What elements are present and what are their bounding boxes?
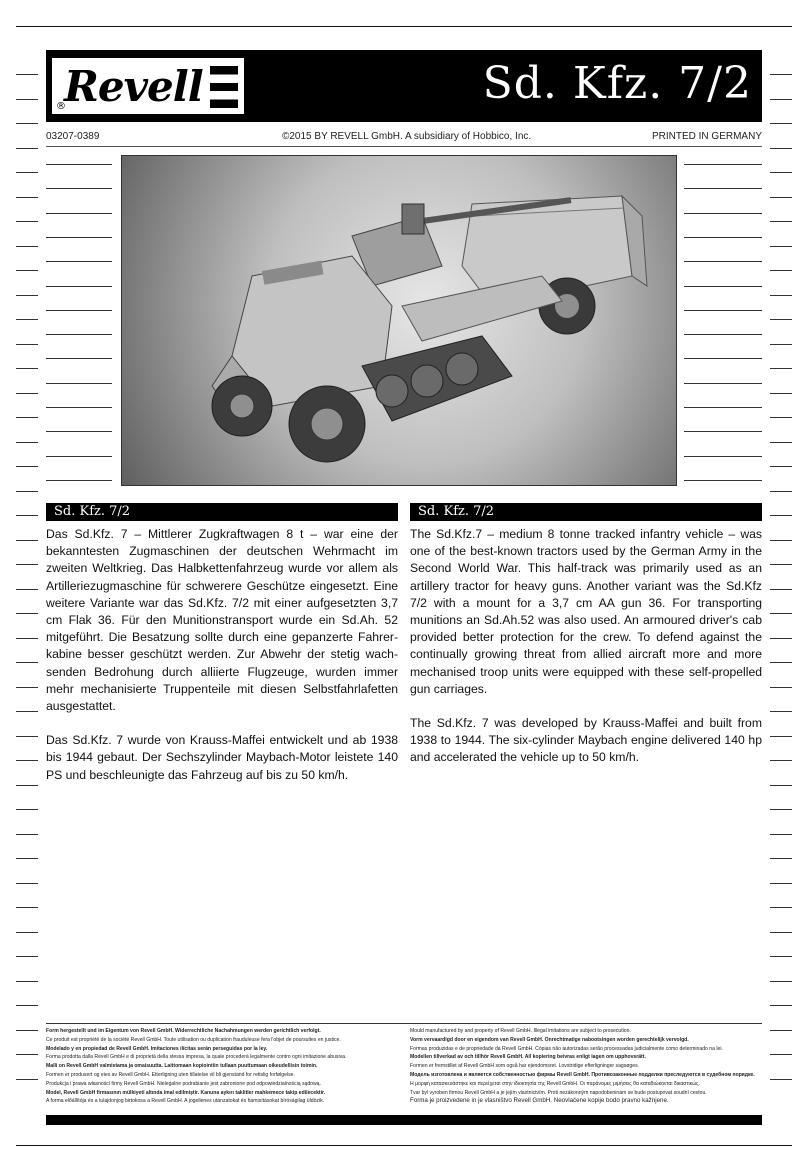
writing-line bbox=[16, 491, 38, 492]
writing-line bbox=[16, 344, 38, 345]
writing-line bbox=[46, 358, 112, 359]
writing-line bbox=[16, 319, 38, 320]
writing-line bbox=[16, 736, 38, 737]
english-paragraph-2: The Sd.Kfz. 7 was developed by Krauss-Maffei and built from 1938 to 1944. The six-cylinder Maybach engine delivered 140 hp and accelerated the vehicle up to 50 km/h. bbox=[410, 716, 762, 765]
legal-line: Produkcja i prawa własności firmy Revell GmbH. Nielegalne podrabianie jest zabronione pod odpowiedzialnością sądową. bbox=[46, 1080, 321, 1087]
writing-line bbox=[16, 515, 38, 516]
writing-line bbox=[46, 456, 112, 457]
legal-line: Form hergestellt und im Eigentum von Revell GmbH. Widerrechtliche Nachahmungen werden gerichtlich verfolgt. bbox=[46, 1028, 321, 1034]
writing-line bbox=[770, 99, 792, 100]
writing-line bbox=[16, 123, 38, 124]
writing-line bbox=[770, 981, 792, 982]
writing-line bbox=[16, 711, 38, 712]
writing-line bbox=[16, 809, 38, 810]
legal-line: A forma előállítója és a tulajdonjog birtokosa a Revell GmbH. A jogellenes utánzatokat és hamisításokat bíróságilag üldözik. bbox=[46, 1098, 325, 1105]
writing-line bbox=[770, 834, 792, 835]
writing-line bbox=[46, 334, 112, 335]
writing-line bbox=[16, 540, 38, 541]
writing-line bbox=[16, 638, 38, 639]
left-writing-lines bbox=[16, 0, 38, 1173]
writing-line bbox=[16, 662, 38, 663]
writing-line bbox=[770, 785, 792, 786]
writing-line bbox=[16, 99, 38, 100]
legal-line: Ce produit est propriété de la société Revell GmbH. Toute utilisation ou duplication frauduleuse fera l'objet de poursuites en justice. bbox=[46, 1036, 341, 1043]
writing-line bbox=[16, 564, 38, 565]
writing-line bbox=[16, 368, 38, 369]
writing-line bbox=[16, 1005, 38, 1006]
writing-line bbox=[46, 261, 112, 262]
writing-line bbox=[16, 760, 38, 761]
writing-line bbox=[46, 286, 112, 287]
writing-line bbox=[770, 858, 792, 859]
writing-line bbox=[16, 883, 38, 884]
writing-line bbox=[684, 431, 762, 432]
writing-line bbox=[770, 123, 792, 124]
writing-line bbox=[770, 1079, 792, 1080]
german-paragraph-2: Das Sd.Kfz. 7 wurde von Krauss-Maffei entwickelt und ab 1938 bis 1944 gebaut. Der Sechszylinder Maybach-Motor leistete 140 PS und beschleunigte das Fahrzeug auf bis zu 50 km/h. bbox=[46, 733, 398, 782]
writing-line bbox=[16, 1030, 38, 1031]
german-text bbox=[46, 526, 398, 801]
writing-line bbox=[684, 188, 762, 189]
writing-line bbox=[46, 431, 112, 432]
english-paragraph-1: The Sd.Kfz.7 – medium 8 tonne tracked infantry vehicle – was one of the best-known tractors used by the German Army in the Second World War. This half-track was primarily used as an artillery tractor for heavy guns. Another variant was the Sd.Kfz 7/2 with a mount for a 3,7 cm AA gun 36. For transporting munitions an Sd.Ah.52 was also used. An armoured driver's cab provided better protection for the crew. To defend against the continually growing threat from allied aircraft more and more mechanised troop units were equipped with these self-propelled gun carriages. bbox=[410, 527, 762, 696]
writing-line bbox=[770, 613, 792, 614]
writing-line bbox=[16, 172, 38, 173]
writing-line bbox=[16, 834, 38, 835]
writing-line bbox=[16, 687, 38, 688]
writing-line bbox=[770, 687, 792, 688]
writing-line bbox=[46, 188, 112, 189]
model-title: Sd. Kfz. 7/2 bbox=[482, 58, 752, 109]
writing-line bbox=[16, 589, 38, 590]
legal-line: Malli on Revell GmbH valmistama ja omaisuutta. Laittomaan kopiointiin tullaan puuttumaan oikeudellisin toimin. bbox=[46, 1063, 318, 1070]
writing-line bbox=[16, 785, 38, 786]
writing-line bbox=[684, 358, 762, 359]
writing-line bbox=[770, 736, 792, 737]
writing-line bbox=[46, 383, 112, 384]
writing-line bbox=[770, 295, 792, 296]
german-paragraph-1: Das Sd.Kfz. 7 – Mittlerer Zugkraftwagen 8 t – war eine der bekanntesten Zugmaschinen der deutschen Wehrmacht im zweiten Weltkrieg. Das Halbkettenfahrzeug wurde vor allem als Artilleriezugmaschine für schwerere Geschütze eingesetzt. Eine weitere Variante war das Sd.Kfz. 7/2 mit einer aufgesetzten 3,7 cm Flak 36. Für den Munitionstransport wurde ein Sd.Ah. 52 mitgeführt. Die Besatzung sollte durch eine gepanzerte Fahrer-kabine besser geschützt werden. Zur Abwehr der stetig wach-senden Bedrohung durch alliierte Flugzeuge, wurden immer mehr mechanisierte Truppenteile mit diesen Selbstfahrlafetten ausgestattet. bbox=[46, 527, 398, 714]
english-section-header bbox=[410, 503, 762, 521]
writing-line bbox=[770, 393, 792, 394]
logo-flag-icon bbox=[210, 66, 238, 108]
writing-line bbox=[770, 1005, 792, 1006]
english-heading: Sd. Kfz. 7/2 bbox=[418, 504, 495, 519]
writing-line bbox=[16, 221, 38, 222]
legal-line: Forma prodotta dalla Revell GmbH e di proprietà della stessa impresa, la quale procederà legalmente contro ogni imitazione abusiva. bbox=[46, 1054, 347, 1061]
legal-line: Modelado y en propiedad de Revell GmbH. Imitaciones ilícitas serán perseguidas por la ley. bbox=[46, 1045, 268, 1052]
product-code: 03207-0389 bbox=[46, 131, 100, 142]
writing-line bbox=[770, 466, 792, 467]
writing-line bbox=[770, 319, 792, 320]
writing-line bbox=[16, 932, 38, 933]
writing-line bbox=[684, 407, 762, 408]
writing-line bbox=[770, 442, 792, 443]
writing-line bbox=[770, 711, 792, 712]
legal-line: Formas produzidas e de propriedade da Revell GmbH. Cópias não autorizadas serão processadas judicialmente como determinado na lei. bbox=[410, 1045, 723, 1052]
writing-line bbox=[770, 368, 792, 369]
writing-line bbox=[684, 286, 762, 287]
writing-line bbox=[770, 172, 792, 173]
writing-line bbox=[684, 261, 762, 262]
writing-line bbox=[770, 589, 792, 590]
writing-line bbox=[16, 858, 38, 859]
copyright-notice: ©2015 BY REVELL GmbH. A subsidiary of Hobbico, Inc. bbox=[282, 131, 532, 142]
writing-line bbox=[770, 491, 792, 492]
footer-bar bbox=[46, 1115, 762, 1125]
header-banner bbox=[46, 50, 762, 122]
writing-line bbox=[770, 809, 792, 810]
writing-line bbox=[16, 148, 38, 149]
writing-line bbox=[46, 407, 112, 408]
brand-name: Revell bbox=[64, 62, 203, 111]
writing-line bbox=[770, 417, 792, 418]
legal-line: Tvar byl vyroben firmou Revell GmbH a je jejím vlastnictvím. Proti nezákonným napodobeninám se bude postupovat soudní cestou. bbox=[410, 1089, 707, 1096]
writing-line bbox=[16, 270, 38, 271]
writing-line bbox=[770, 638, 792, 639]
writing-line bbox=[684, 383, 762, 384]
writing-line bbox=[46, 480, 112, 481]
writing-line bbox=[770, 760, 792, 761]
writing-line bbox=[770, 148, 792, 149]
writing-line bbox=[16, 246, 38, 247]
halftrack-illustration bbox=[122, 156, 677, 486]
writing-line bbox=[16, 74, 38, 75]
writing-line bbox=[770, 515, 792, 516]
german-section-header bbox=[46, 503, 398, 521]
writing-line bbox=[770, 221, 792, 222]
writing-line bbox=[770, 270, 792, 271]
right-writing-lines bbox=[770, 0, 792, 1173]
legal-line: Vorm vervaardigd door en eigendom van Revell GmbH. Onrechtmatige nabootsingen worden gerechtelijk vervolgd. bbox=[410, 1036, 689, 1043]
legal-rule bbox=[46, 1023, 762, 1024]
german-heading: Sd. Kfz. 7/2 bbox=[54, 504, 131, 519]
writing-line bbox=[770, 540, 792, 541]
writing-line bbox=[770, 246, 792, 247]
writing-line bbox=[770, 564, 792, 565]
meta-rule bbox=[46, 146, 762, 147]
registered-mark: ® bbox=[56, 101, 66, 112]
legal-line: Forma je proizvedene in je vlasništvo Revell GmbH. Neovlačene kopije bodo pravno kažnjene. bbox=[410, 1097, 669, 1105]
writing-line bbox=[770, 907, 792, 908]
writing-line bbox=[16, 1054, 38, 1055]
writing-line bbox=[770, 197, 792, 198]
writing-line bbox=[16, 442, 38, 443]
model-photo bbox=[121, 155, 677, 486]
legal-notice-right bbox=[410, 1027, 760, 1106]
writing-line bbox=[16, 393, 38, 394]
legal-line: Model, Revell GmbH firmasının mülkiyeti altında imal edilmiştir. Kanuna aykırı taklitler mahkemece takip edilecektir. bbox=[46, 1089, 326, 1096]
writing-line bbox=[16, 466, 38, 467]
legal-line: Formen er fremstillet af Revell GmbH som også har ejendomsret. Lovstridige efterligninger sagsøges. bbox=[410, 1063, 640, 1070]
writing-line bbox=[684, 213, 762, 214]
writing-line bbox=[770, 344, 792, 345]
english-text bbox=[410, 526, 762, 784]
writing-line bbox=[684, 237, 762, 238]
writing-line bbox=[684, 164, 762, 165]
bottom-rule bbox=[16, 1145, 792, 1146]
legal-line: Modellen tillverkad av och tillhör Revell GmbH. All kopiering beivras enligt lagen om upphovsrätt. bbox=[410, 1054, 646, 1061]
legal-line: Η μορφή κατασκευάστηκε και περιέχεται στην ιδιοκτησία της Revell GmbH. Οι παράνομες μιμήσεις θα καταδιώκονται δικαστικώς. bbox=[410, 1080, 700, 1087]
writing-line bbox=[46, 237, 112, 238]
writing-line bbox=[16, 613, 38, 614]
legal-line: Mould manufactured by and property of Revell GmbH. Illegal imitations are subject to prosecution. bbox=[410, 1028, 631, 1034]
writing-line bbox=[684, 334, 762, 335]
legal-line: Модель изготовлена и является собственностью фирмы Revell GmbH. Противозаконные подделки преследуются в судебном порядке. bbox=[410, 1071, 755, 1078]
writing-line bbox=[770, 662, 792, 663]
writing-line bbox=[770, 1054, 792, 1055]
writing-line bbox=[770, 956, 792, 957]
printed-in: PRINTED IN GERMANY bbox=[651, 131, 762, 142]
writing-line bbox=[16, 907, 38, 908]
writing-line bbox=[16, 1079, 38, 1080]
writing-line bbox=[770, 1030, 792, 1031]
writing-line bbox=[684, 480, 762, 481]
legal-notice-left bbox=[46, 1027, 396, 1106]
writing-line bbox=[46, 310, 112, 311]
writing-line bbox=[16, 197, 38, 198]
writing-line bbox=[16, 295, 38, 296]
legal-line: Formen er produsert og eies av Revell GmbH. Etterligning uten tillatelse vil bli gjenstand for rettslig forfølgelse. bbox=[46, 1071, 295, 1078]
writing-line bbox=[770, 932, 792, 933]
writing-line bbox=[16, 981, 38, 982]
writing-line bbox=[16, 417, 38, 418]
writing-line bbox=[684, 456, 762, 457]
top-rule bbox=[16, 26, 792, 27]
writing-line bbox=[770, 74, 792, 75]
writing-line bbox=[46, 164, 112, 165]
writing-line bbox=[46, 213, 112, 214]
writing-line bbox=[770, 883, 792, 884]
writing-line bbox=[16, 956, 38, 957]
writing-line bbox=[684, 310, 762, 311]
